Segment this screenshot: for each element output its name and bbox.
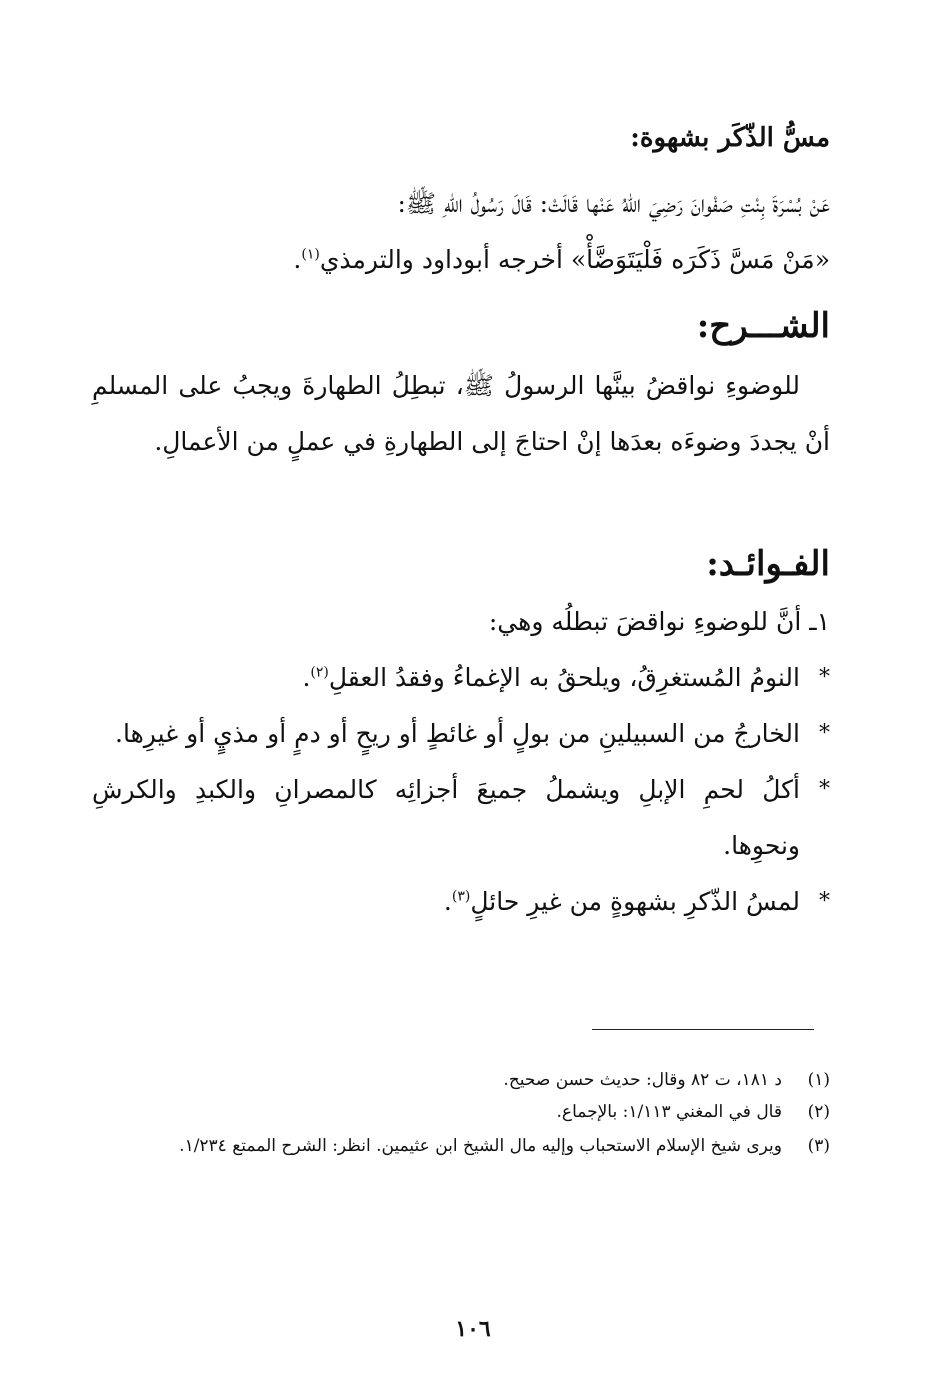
footnote [92,1066,830,1094]
footnote-separator [592,1029,814,1030]
footnote-text: قال في المغني ١/١١٣: بالإجماع. [556,1102,782,1122]
benefit-item-text: لمسُ الذّكرِ بشهوةٍ من غيرِ حائلٍ [470,887,800,916]
footnote-ref-3: (٣) [451,888,471,905]
benefit-item [92,706,830,762]
hadith-line-2 [92,232,830,288]
hadith-text [92,176,830,288]
footnote-number: (٢) [807,1102,830,1122]
hadith-line-1: عَنْ بُسْرَةَ بِنْتِ صَفْوانَ رَضِيَ اللهُ عَنْها قَالَتْ: قَالَ رَسُولُ اللهِ ﷺ: [397,189,830,218]
asterisk-icon: * [819,665,830,690]
benefits-list [92,594,830,930]
hadith-line-2-text: «مَنْ مَسَّ ذَكَرَه فَلْيَتَوَضَّأْ» أخرجه أبوداود والترمذي [319,245,830,274]
benefits-heading: الفـوائـد: [706,544,830,584]
hadith-line-2-end: . [293,245,302,274]
explanation-heading: الشـــرح: [696,306,830,346]
footnote [92,1132,830,1160]
benefit-item-end: . [443,887,452,916]
benefit-item-text: أكلُ لحمِ الإبلِ ويشملُ جميعَ أجزائِه كالمصرانِ والكبدِ والكرشِ ونحوِها. [92,775,800,860]
benefit-item [92,874,830,930]
footnote-ref-1: (١) [301,246,320,263]
footnote-ref-2: (٢) [310,664,329,681]
benefit-item [92,762,830,874]
benefit-item [92,650,830,706]
asterisk-icon: * [819,721,830,746]
benefits-intro: ١ـ أنَّ للوضوءِ نواقضَ تبطلُه وهي: [488,607,830,636]
section-title: مسُّ الذّكَر بشهوة: [630,123,830,153]
benefit-item-text: النومُ المُستغرِقُ، ويلحقُ به الإغماءُ وفقدُ العقلِ [328,663,800,692]
benefit-item-text: الخارجُ من السبيلينِ من بولٍ أو غائطٍ أو ريحٍ أو دمٍ أو مذيٍ أو غيرِها. [115,719,800,748]
footnote-text: ويرى شيخ الإسلام الاستحباب وإليه مال الشيخ ابن عثيمين. انظر: الشرح الممتع ١/٢٣٤. [179,1136,782,1156]
explanation-paragraph: للوضوءِ نواقضُ بينَّها الرسولُ ﷺ، تبطِلُ الطهارةَ ويجبُ على المسلمِ أنْ يجددَ وضوءَه بعدَها إنْ احتاجَ إلى الطهارةِ في عملٍ من الأعمالِ. [92,371,830,456]
benefit-item-end: . [302,663,311,692]
footnote [92,1098,830,1126]
page-number: ١٠٦ [455,1316,491,1342]
asterisk-icon: * [819,889,830,914]
footnote-number: (٣) [807,1136,830,1156]
footnote-number: (١) [807,1070,830,1090]
footnote-text: د ١٨١، ت ٨٢ وقال: حديث حسن صحيح. [503,1070,782,1090]
asterisk-icon: * [819,777,830,802]
